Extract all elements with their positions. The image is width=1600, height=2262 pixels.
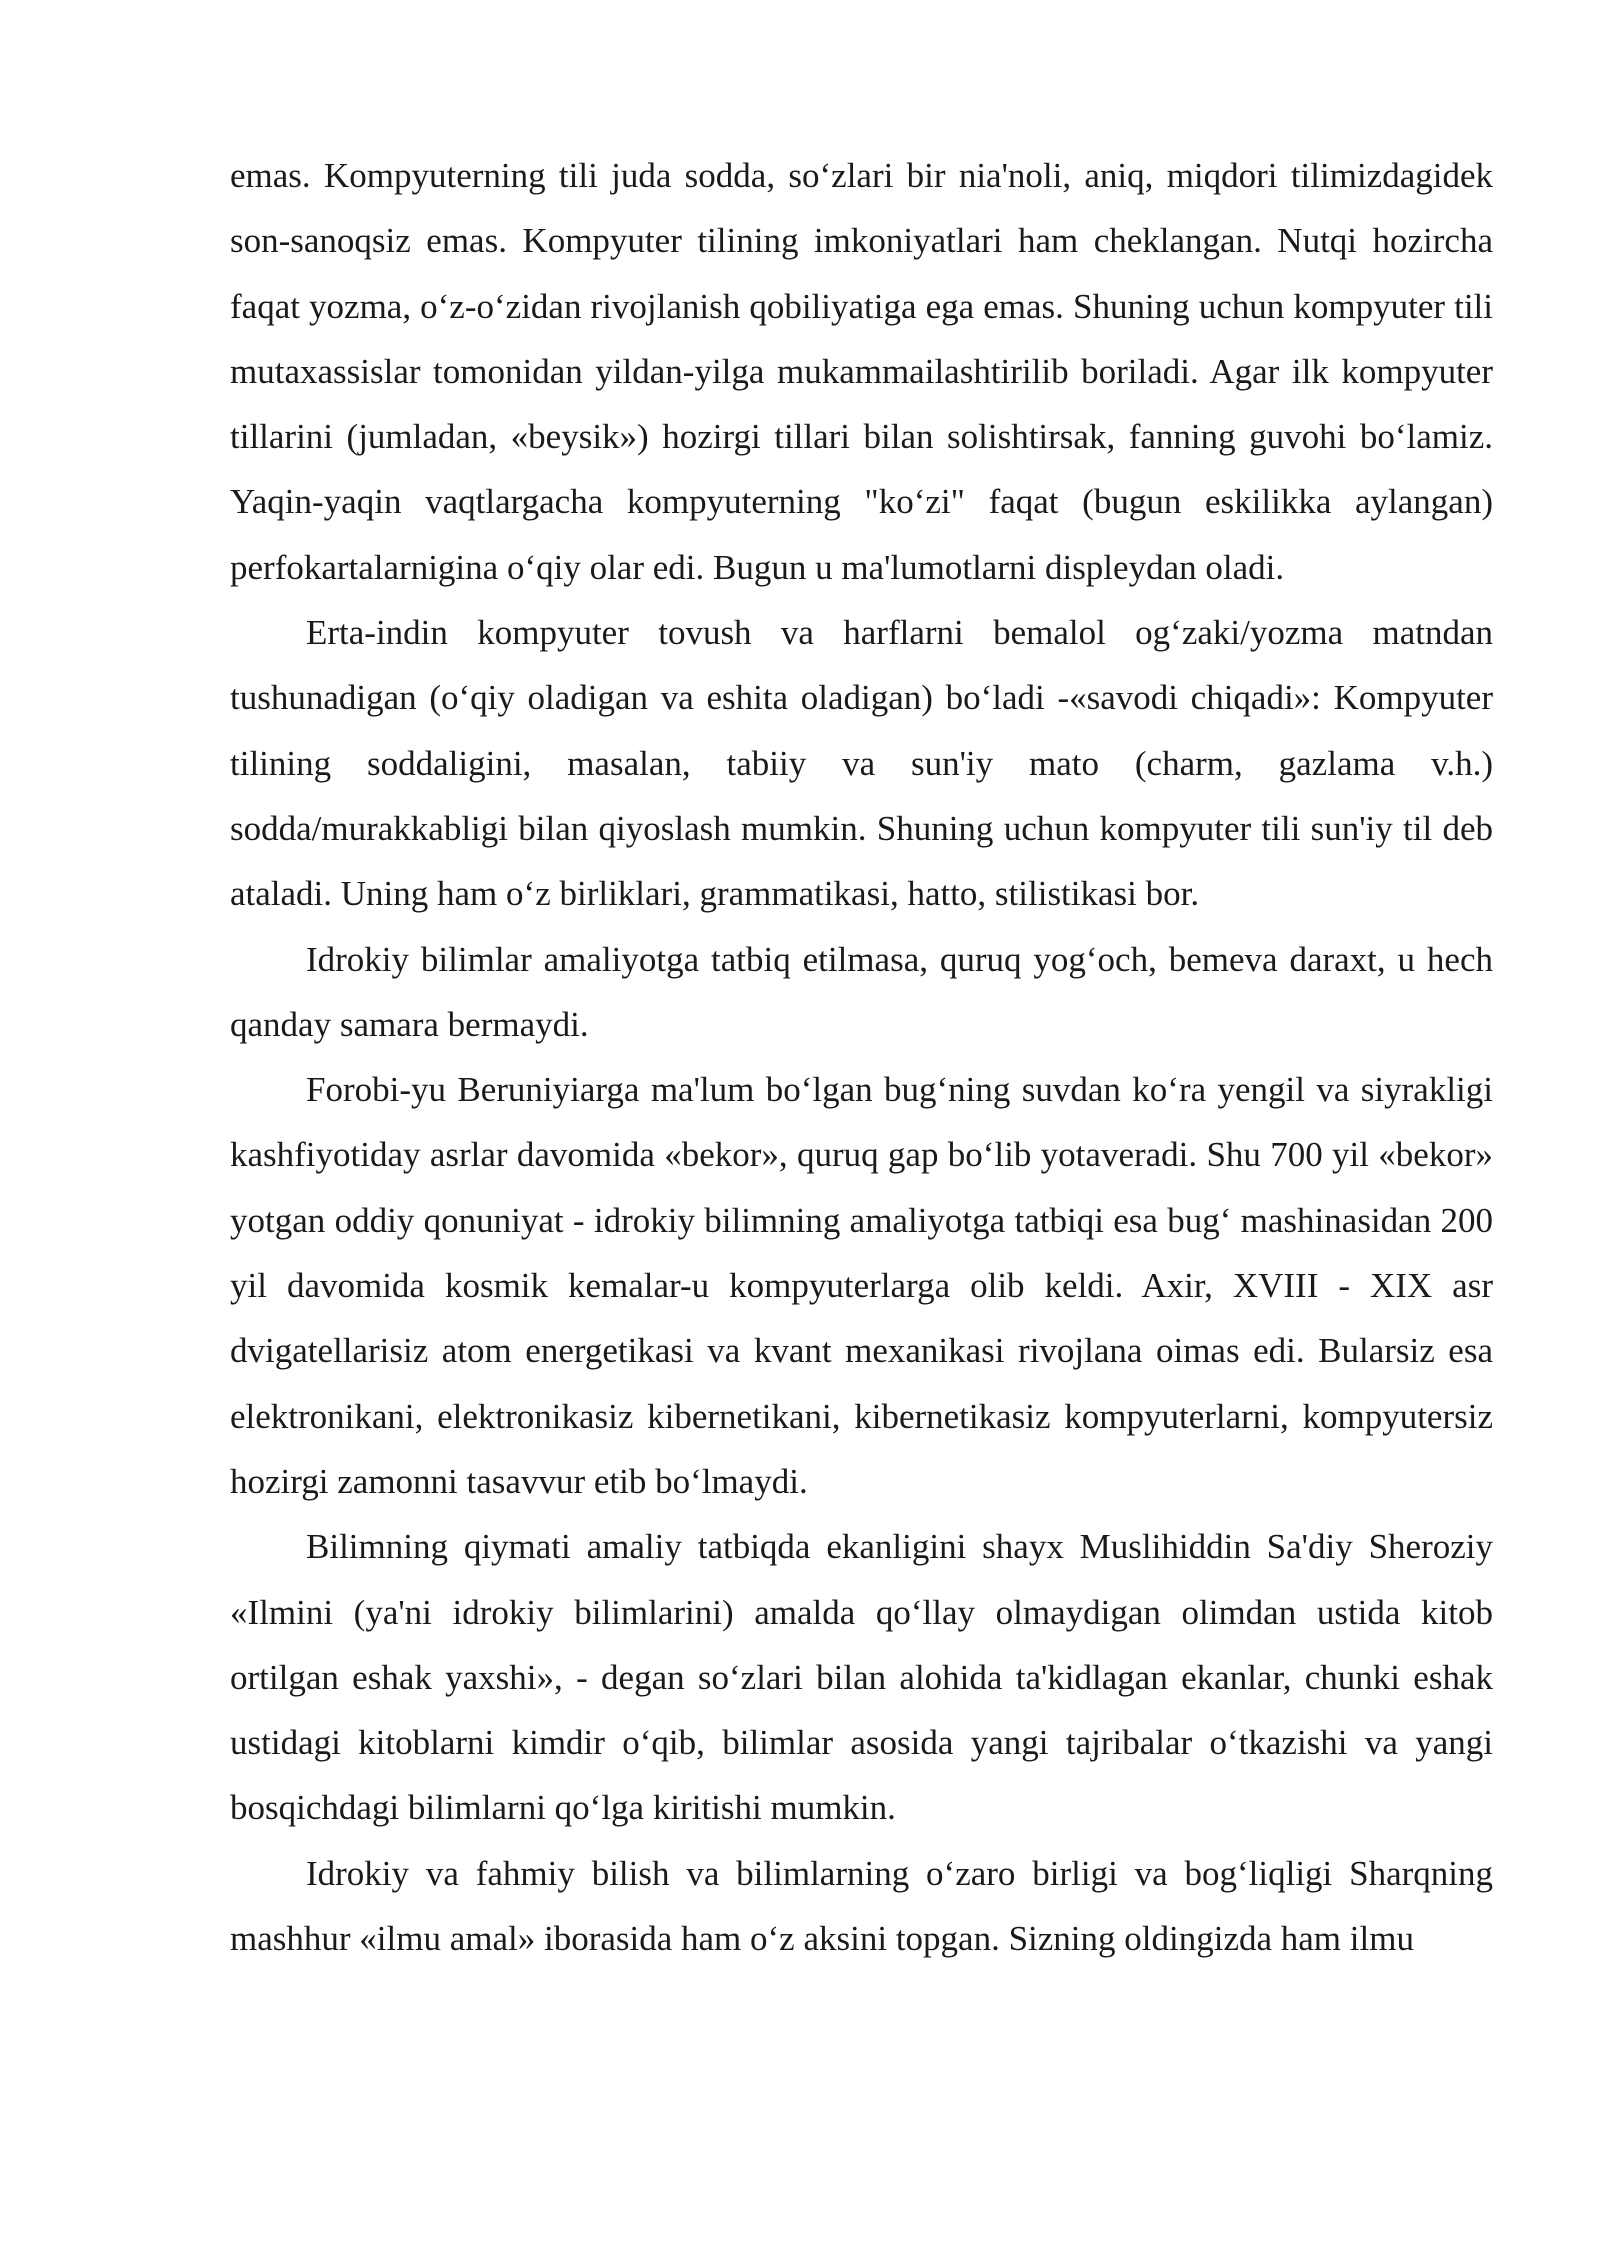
paragraph-continuation: emas. Kompyuterning tili juda sodda, so‘zlari bir nia'noli, aniq, miqdori tilimizdagidek son-sanoqsiz emas. Kompyuter tilining imkoniyatlari ham cheklangan. Nutqi hozircha faqat yozma, o‘z-o‘zidan rivojlanish qobiliyatiga ega emas. Shuning uchun kompyuter tili mutaxassislar tomonidan yildan-yilga mukammailashtirilib boriladi. Agar ilk kompyuter tillarini (jumladan, «beysik») hozirgi tillari bilan solishtirsak, fanning guvohi bo‘lamiz. Yaqin-yaqin vaqtlargacha kompyuterning "ko‘zi" faqat (bugun eskilikka aylangan) perfokartalarnigina o‘qiy olar edi. Bugun u ma'lumotlarni displeydan oladi. [230, 156, 1493, 587]
paragraph-continues-next-page: Idrokiy va fahmiy bilish va bilimlarning o‘zaro birligi va bog‘liqligi Sharqning mashhur «ilmu amal» iborasida ham o‘z aksini topgan. Sizning oldingizda ham ilmu [230, 1853, 1493, 1959]
paragraph: Forobi-yu Beruniyiarga ma'lum bo‘lgan bug‘ning suvdan ko‘ra yengil va siyrakligi kashfiyotiday asrlar davomida «bekor», quruq gap bo‘lib yotaveradi. Shu 700 yil «bekor» yotgan oddiy qonuniyat - idrokiy bilimning amaliyotga tatbiqi esa bug‘ mashinasidan 200 yil davomida kosmik kemalar-u kompyuterlarga olib keldi. Axir, XVIII - XIX asr dvigatellarisiz atom energetikasi va kvant mexanikasi rivojlana oimas edi. Bularsiz esa elektronikani, elektronikasiz kibernetikani, kibernetikasiz kompyuterlarni, kompyutersiz hozirgi zamonni tasavvur etib bo‘lmaydi. [230, 1070, 1493, 1501]
paragraph: Bilimning qiymati amaliy tatbiqda ekanligini shayx Muslihiddin Sa'diy Sheroziy «Ilmini (ya'ni idrokiy bilimlarini) amalda qo‘llay olmaydigan olimdan ustida kitob ortilgan eshak yaxshi», - degan so‘zlari bilan alohida ta'kidlagan ekanlar, chunki eshak ustidagi kitoblarni kimdir o‘qib, bilimlar asosida yangi tajribalar o‘tkazishi va yangi bosqichdagi bilimlarni qo‘lga kiritishi mumkin. [230, 1527, 1493, 1828]
paragraph: Erta-indin kompyuter tovush va harflarni bemalol og‘zaki/yozma matndan tushunadigan (o‘qiy oladigan va eshita oladigan) bo‘ladi -«savodi chiqadi»: Kompyuter tilining soddaligini, masalan, tabiiy va sun'iy mato (charm, gazlama v.h.) sodda/murakkabligi bilan qiyoslash mumkin. Shuning uchun kompyuter tili sun'iy til deb ataladi. Uning ham o‘z birliklari, grammatikasi, hatto, stilistikasi bor. [230, 613, 1493, 914]
document-body [230, 143, 1493, 1971]
paragraph: Idrokiy bilimlar amaliyotga tatbiq etilmasa, quruq yog‘och, bemeva daraxt, u hech qanday samara bermaydi. [230, 939, 1493, 1044]
